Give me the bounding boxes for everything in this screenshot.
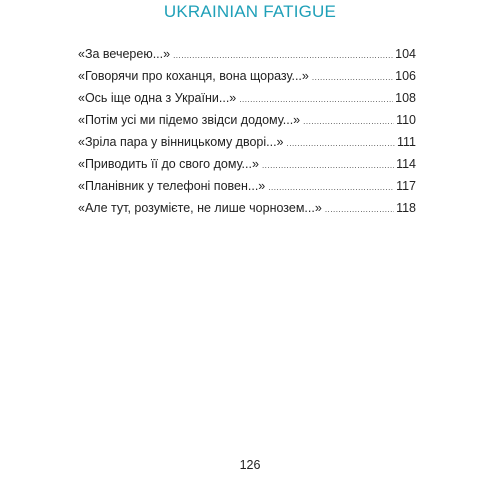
section-title: UKRAINIAN FATIGUE	[163, 2, 337, 21]
toc-entry	[78, 156, 416, 178]
toc-leader-dots	[173, 48, 393, 64]
toc-entry-title: «Приводить її до свого дому...»	[78, 157, 259, 171]
toc-entry	[78, 134, 416, 156]
toc-entry-page: 114	[396, 157, 416, 171]
toc-leader-dots	[287, 136, 395, 152]
toc-entry-title: «Говорячи про коханця, вона щоразу...»	[78, 69, 309, 83]
toc-leader-dots	[268, 180, 394, 196]
toc-entry-page: 111	[396, 135, 416, 149]
toc-entry	[78, 90, 416, 112]
toc-entry-title: «Планівник у телефоні повен...»	[78, 179, 266, 193]
toc-entry-title: «Але тут, розумієте, не лише чорнозем...»	[78, 201, 322, 215]
toc-entry-page: 117	[396, 179, 416, 193]
toc-leader-dots	[239, 92, 393, 108]
table-of-contents	[78, 46, 416, 222]
toc-entry-page: 118	[396, 201, 416, 215]
toc-entry-page: 110	[396, 113, 416, 127]
toc-entry	[78, 112, 416, 134]
page-number: 126	[239, 458, 261, 472]
toc-entry	[78, 178, 416, 200]
toc-entry	[78, 68, 416, 90]
toc-entry	[78, 46, 416, 68]
toc-leader-dots	[312, 70, 393, 86]
toc-entry-page: 106	[395, 69, 416, 83]
toc-entry-title: «Потім усі ми підемо звідси додому...»	[78, 113, 301, 127]
toc-entry-title: «Ось іще одна з України...»	[78, 91, 237, 105]
toc-entry-title: «За вечерею...»	[78, 47, 171, 61]
toc-entry-title: «Зріла пара у вінницькому дворі...»	[78, 135, 284, 149]
toc-leader-dots	[262, 158, 394, 174]
toc-leader-dots	[325, 202, 394, 218]
toc-entry-page: 104	[395, 47, 416, 61]
toc-entry-page: 108	[395, 91, 416, 105]
toc-entry	[78, 200, 416, 222]
toc-leader-dots	[303, 114, 394, 130]
